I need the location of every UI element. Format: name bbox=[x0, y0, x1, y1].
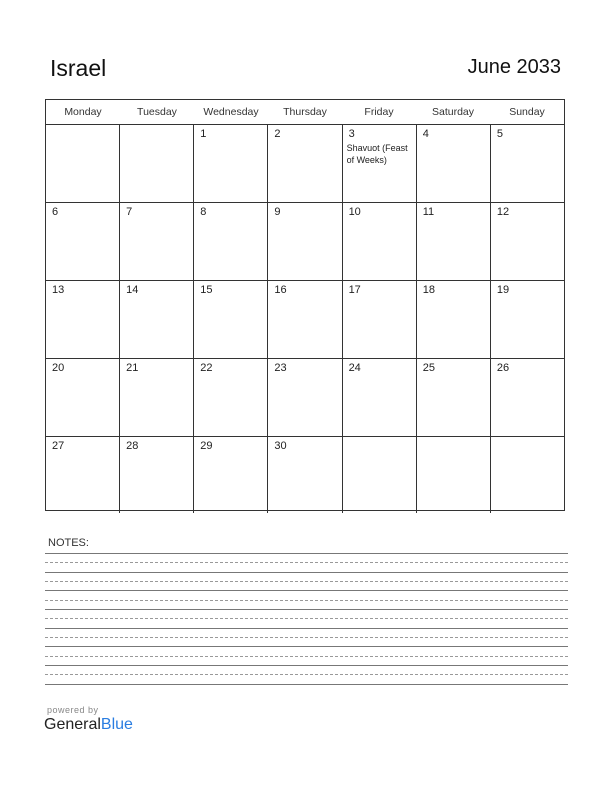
holiday-label: Shavuot (Feast of Weeks) bbox=[346, 143, 408, 165]
weekday-sunday: Sunday bbox=[509, 106, 545, 118]
day-cell bbox=[120, 281, 194, 358]
day-cell bbox=[417, 437, 491, 513]
day-cell bbox=[491, 359, 564, 436]
weekday-saturday: Saturday bbox=[431, 106, 475, 118]
day-cell bbox=[46, 359, 120, 436]
brand-blue: Blue bbox=[100, 716, 133, 733]
generalblue-logo[interactable] bbox=[44, 716, 133, 734]
day-number: 13 bbox=[52, 284, 65, 296]
notes-line bbox=[45, 553, 568, 554]
day-number: 10 bbox=[348, 206, 361, 218]
day-cell bbox=[417, 203, 491, 280]
notes-label: NOTES: bbox=[48, 537, 89, 549]
day-cell bbox=[194, 203, 268, 280]
day-cell bbox=[46, 437, 120, 513]
weekday-wednesday: Wednesday bbox=[203, 106, 259, 118]
notes-line bbox=[45, 609, 568, 610]
day-cell bbox=[491, 281, 564, 358]
day-cell bbox=[417, 281, 491, 358]
day-cell bbox=[491, 203, 564, 280]
day-cell bbox=[46, 125, 120, 202]
day-number: 5 bbox=[496, 128, 503, 140]
week-row bbox=[46, 125, 564, 203]
day-number: 25 bbox=[422, 362, 435, 374]
day-cell bbox=[268, 359, 342, 436]
day-cell bbox=[46, 203, 120, 280]
notes-line bbox=[45, 665, 568, 666]
weekday-friday: Friday bbox=[364, 106, 394, 118]
day-number: 2 bbox=[274, 128, 281, 140]
notes-guide-line bbox=[45, 600, 568, 601]
day-number: 20 bbox=[52, 362, 65, 374]
notes-line bbox=[45, 684, 568, 685]
weekday-thursday: Thursday bbox=[283, 106, 327, 118]
notes-line bbox=[45, 646, 568, 647]
day-number: 12 bbox=[496, 206, 510, 218]
day-number: 22 bbox=[200, 362, 213, 374]
month-year-title: June 2033 bbox=[467, 56, 561, 78]
day-number: 29 bbox=[200, 440, 213, 452]
weekday-monday: Monday bbox=[64, 106, 102, 118]
day-number: 15 bbox=[200, 284, 213, 296]
day-cell bbox=[194, 281, 268, 358]
day-cell bbox=[417, 359, 491, 436]
day-cell bbox=[268, 437, 342, 513]
week-row bbox=[46, 203, 564, 281]
day-number: 11 bbox=[422, 206, 435, 218]
day-number: 26 bbox=[496, 362, 510, 374]
day-number: 27 bbox=[52, 440, 65, 452]
notes-guide-line bbox=[45, 618, 568, 619]
day-number: 23 bbox=[274, 362, 287, 374]
day-cell bbox=[343, 281, 417, 358]
notes-line bbox=[45, 628, 568, 629]
day-cell bbox=[343, 359, 417, 436]
notes-guide-line bbox=[45, 674, 568, 675]
day-number: 1 bbox=[200, 128, 207, 140]
day-number: 30 bbox=[274, 440, 287, 452]
day-cell bbox=[120, 359, 194, 436]
week-row bbox=[46, 437, 564, 513]
notes-guide-line bbox=[45, 581, 568, 582]
week-row bbox=[46, 359, 564, 437]
day-number: 21 bbox=[126, 362, 139, 374]
day-number: 3 bbox=[348, 128, 355, 140]
day-cell bbox=[417, 125, 491, 202]
day-cell bbox=[120, 203, 194, 280]
day-cell bbox=[343, 125, 417, 202]
day-cell bbox=[194, 359, 268, 436]
day-number: 19 bbox=[496, 284, 510, 296]
day-cell bbox=[194, 437, 268, 513]
notes-line bbox=[45, 572, 568, 573]
day-number: 24 bbox=[348, 362, 361, 374]
week-row bbox=[46, 281, 564, 359]
day-cell bbox=[343, 203, 417, 280]
day-number: 9 bbox=[274, 206, 281, 218]
day-cell bbox=[491, 125, 564, 202]
day-number: 17 bbox=[348, 284, 361, 296]
day-cell bbox=[120, 125, 194, 202]
country-title: Israel bbox=[50, 55, 107, 81]
day-cell bbox=[268, 125, 342, 202]
day-cell bbox=[343, 437, 417, 513]
day-number: 4 bbox=[422, 128, 429, 140]
day-number: 6 bbox=[52, 206, 59, 218]
day-cell bbox=[120, 437, 194, 513]
weekday-tuesday: Tuesday bbox=[137, 106, 177, 118]
day-cell bbox=[268, 203, 342, 280]
day-number: 18 bbox=[422, 284, 435, 296]
day-cell bbox=[194, 125, 268, 202]
day-number: 14 bbox=[126, 284, 139, 296]
day-number: 28 bbox=[126, 440, 139, 452]
day-number: 7 bbox=[126, 206, 133, 218]
notes-guide-line bbox=[45, 637, 568, 638]
day-cell bbox=[268, 281, 342, 358]
day-cell bbox=[46, 281, 120, 358]
powered-by-text: powered by bbox=[47, 705, 99, 715]
notes-guide-line bbox=[45, 656, 568, 657]
notes-guide-line bbox=[45, 562, 568, 563]
calendar-grid bbox=[45, 99, 565, 511]
day-number: 16 bbox=[274, 284, 287, 296]
weekday-header-row bbox=[46, 100, 564, 125]
brand-general: General bbox=[44, 716, 101, 733]
day-number: 8 bbox=[200, 206, 207, 218]
day-cell bbox=[491, 437, 564, 513]
notes-line bbox=[45, 590, 568, 591]
